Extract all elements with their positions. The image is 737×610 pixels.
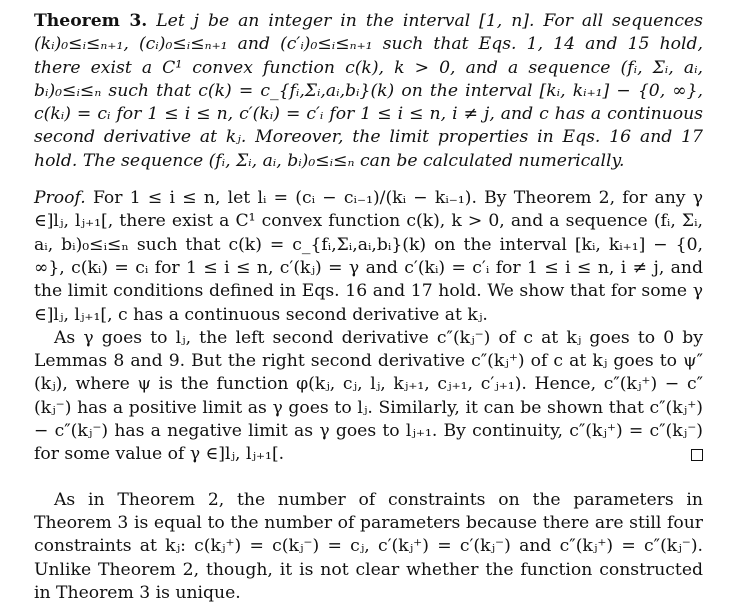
proof-block (34, 187, 703, 467)
proof-paragraph-1 (34, 187, 703, 327)
theorem-heading: Theorem 3. (34, 11, 148, 31)
theorem-block (34, 10, 703, 173)
theorem-statement: Let j be an integer in the interval [1, n]. For all sequences (kᵢ)₀≤ᵢ≤ₙ₊₁, (cᵢ)₀≤ᵢ≤ₙ₊₁ and (c′ᵢ)₀≤ᵢ≤ₙ₊₁ such that Eqs. 1, 14 and 15 hold, there exist a C¹ convex function c(k), k > 0, and a sequence (fᵢ, Σᵢ, aᵢ, bᵢ)₀≤ᵢ≤ₙ such that c(k) = c_{fᵢ,Σᵢ,aᵢ,bᵢ}(k) on the interval [kᵢ, kᵢ₊₁] − {0, ∞}, c(kᵢ) = cᵢ for 1 ≤ i ≤ n, c′(kᵢ) = c′ᵢ for 1 ≤ i ≤ n, i ≠ j, and c has a continuous second derivative at kⱼ. Moreover, the limit properties in Eqs. 16 and 17 hold. The sequence (fᵢ, Σᵢ, aᵢ, bᵢ)₀≤ᵢ≤ₙ can be calculated numerically. (34, 11, 703, 171)
proof-text-2: As γ goes to lⱼ, the left second derivative c″(kⱼ⁻) of c at kⱼ goes to 0 by Lemmas 8 and 9. But the right second derivative c″(kⱼ⁺) of c at kⱼ goes to ψ″(kⱼ), where ψ is the function φ(kⱼ, cⱼ, lⱼ, kⱼ₊₁, cⱼ₊₁, c′ⱼ₊₁). Hence, c″(kⱼ⁺) − c″(kⱼ⁻) has a positive limit as γ goes to lⱼ. Similarly, it can be shown that c″(kⱼ⁺) − c″(kⱼ⁻) has a negative limit as γ goes to lⱼ₊₁. By continuity, c″(kⱼ⁺) = c″(kⱼ⁻) for some value of γ ∈]lⱼ, lⱼ₊₁[. (34, 327, 703, 465)
proof-paragraph-2 (34, 327, 703, 467)
remark-block (34, 489, 703, 605)
proof-text-1: For 1 ≤ i ≤ n, let lᵢ = (cᵢ − cᵢ₋₁)/(kᵢ − kᵢ₋₁). By Theorem 2, for any γ ∈]lⱼ, lⱼ₊₁[, there exist a C¹ convex function c(k), k > 0, and a sequence (fᵢ, Σᵢ, aᵢ, bᵢ)₀≤ᵢ≤ₙ such that c(k) = c_{fᵢ,Σᵢ,aᵢ,bᵢ}(k) on the interval [kᵢ, kᵢ₊₁] − {0, ∞}, c(kᵢ) = cᵢ for 1 ≤ i ≤ n, c′(kⱼ) = γ and c′(kᵢ) = c′ᵢ for 1 ≤ i ≤ n, i ≠ j, and the limit conditions defined in Eqs. 16 and 17 hold. We show that for some γ ∈]lⱼ, lⱼ₊₁[, c has a continuous second derivative at kⱼ. (34, 188, 703, 325)
qed-box-icon (691, 449, 703, 461)
remark-paragraph: As in Theorem 2, the number of constraints on the parameters in Theorem 3 is equal to the number of parameters because there are still four constraints at kⱼ: c(kⱼ⁺) = c(kⱼ⁻) = cⱼ, c′(kⱼ⁺) = c′(kⱼ⁻) and c″(kⱼ⁺) = c″(kⱼ⁻). Unlike Theorem 2, though, it is not clear whether the function constructed in Theorem 3 is unique. (34, 489, 703, 603)
proof-label: Proof. (34, 188, 86, 209)
